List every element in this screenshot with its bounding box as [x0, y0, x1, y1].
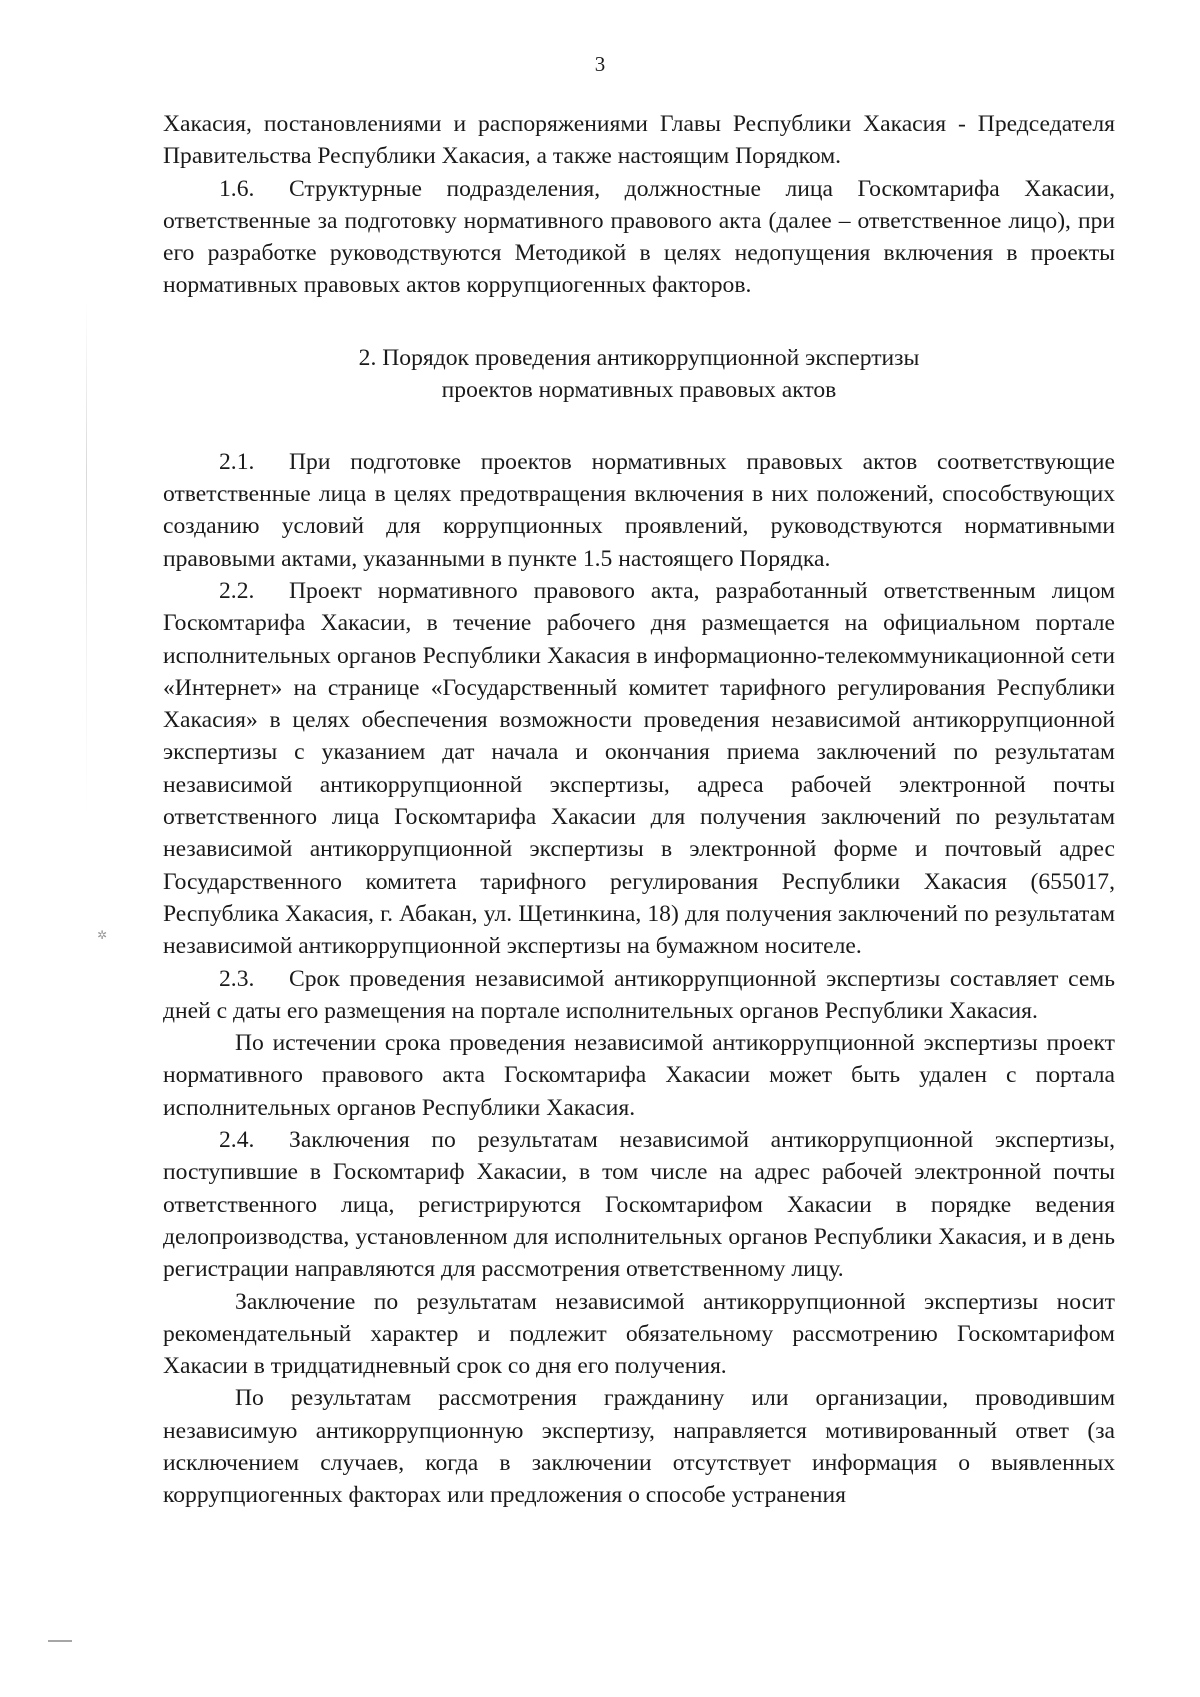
clause-number: 1.6. [219, 175, 255, 202]
clause-number: 2.4. [219, 1127, 255, 1154]
paragraph-2-1 [163, 446, 1115, 575]
paragraph-2-4-continued-2: По результатам рассмотрения гражданину или организации, проводившим независимую антикоррупционную экспертизу, направляется мотивированный ответ (за исключением случаев, когда в заключении отсутствует информация о выявленных коррупциогенных факторах или предложения о способе устранения [163, 1385, 1115, 1509]
clause-number: 2.3. [219, 965, 255, 992]
paragraph-1-6 [163, 173, 1115, 302]
clause-text: Срок проведения независимой антикоррупционной экспертизы составляет семь дней с даты его размещения на портале исполнительных органов Республики Хакасия. [163, 965, 1115, 1024]
scan-artifact-line [86, 300, 87, 820]
section-2-title [163, 342, 1115, 406]
paragraph-2-2 [163, 575, 1115, 963]
paragraph-2-4 [163, 1124, 1115, 1285]
section-title-line-2: проектов нормативных правовых актов [441, 376, 837, 403]
section-title-line-1: 2. Порядок проведения антикоррупционной экспертизы [358, 344, 920, 371]
clause-text: Заключения по результатам независимой антикоррупционной экспертизы, поступившие в Госкомтариф Хакасии, в том числе на адрес рабочей электронной почты ответственного лица, регистрируются Госкомтарифом Хакасии в порядке ведения делопроизводства, установленном для исполнительных органов Республики Хакасия, и в день регистрации направляются для рассмотрения ответственному лицу. [163, 1127, 1115, 1283]
paragraph-2-3-continued: По истечении срока проведения независимой антикоррупционной экспертизы проект нормативного правового акта Госкомтарифа Хакасии может быть удален с портала исполнительных органов Республики Хакасия. [163, 1030, 1115, 1121]
paragraph-intro: Хакасия, постановлениями и распоряжениями Главы Республики Хакасия - Председателя Правительства Республики Хакасия, а также настоящим Порядком. [163, 111, 1115, 170]
document-body [163, 108, 1115, 1512]
clause-text: При подготовке проектов нормативных правовых актов соответствующие ответственные лица в целях предотвращения включения в них положений, способствующих созданию условий для коррупционных проявлений, руководствуются нормативными правовыми актами, указанными в пункте 1.5 настоящего Порядка. [163, 448, 1115, 572]
scan-artifact-smudge: ✲ [97, 928, 108, 942]
clause-number: 2.1. [219, 448, 255, 475]
paragraph-2-4-continued-1: Заключение по результатам независимой антикоррупционной экспертизы носит рекомендательный характер и подлежит обязательному рассмотрению Госкомтарифом Хакасии в тридцатидневный срок со дня его получения. [163, 1288, 1115, 1380]
clause-text: Проект нормативного правового акта, разработанный ответственным лицом Госкомтарифа Хакасии, в течение рабочего дня размещается на официальном портале исполнительных органов Республики Хакасия в информационно-телекоммуникационной сети «Интернет» на странице «Государственный комитет тарифного регулирования Республики Хакасия» в целях обеспечения возможности проведения независимой антикоррупционной экспертизы с указанием дат начала и окончания приема заключений по результатам независимой антикоррупционной экспертизы, адреса рабочей электронной почты ответственного лица Госкомтарифа Хакасии для получения заключений по результатам независимой антикоррупционной экспертизы в электронной форме и почтовый адрес Государственного комитета тарифного регулирования Республики Хакасия (655017, Республика Хакасия, г. Абакан, ул. Щетинкина, 18) для получения заключений по результатам независимой антикоррупционной экспертизы на бумажном носителе. [163, 577, 1115, 960]
scan-artifact-dash [48, 1640, 72, 1642]
paragraph-2-3 [163, 963, 1115, 1028]
page-number: 3 [594, 52, 606, 76]
clause-text: Структурные подразделения, должностные лица Госкомтарифа Хакасии, ответственные за подготовку нормативного правового акта (далее – ответственное лицо), при его разработке руководствуются Методикой в целях недопущения включения в проекты нормативных правовых актов коррупциогенных факторов. [163, 175, 1115, 299]
clause-number: 2.2. [219, 577, 255, 604]
